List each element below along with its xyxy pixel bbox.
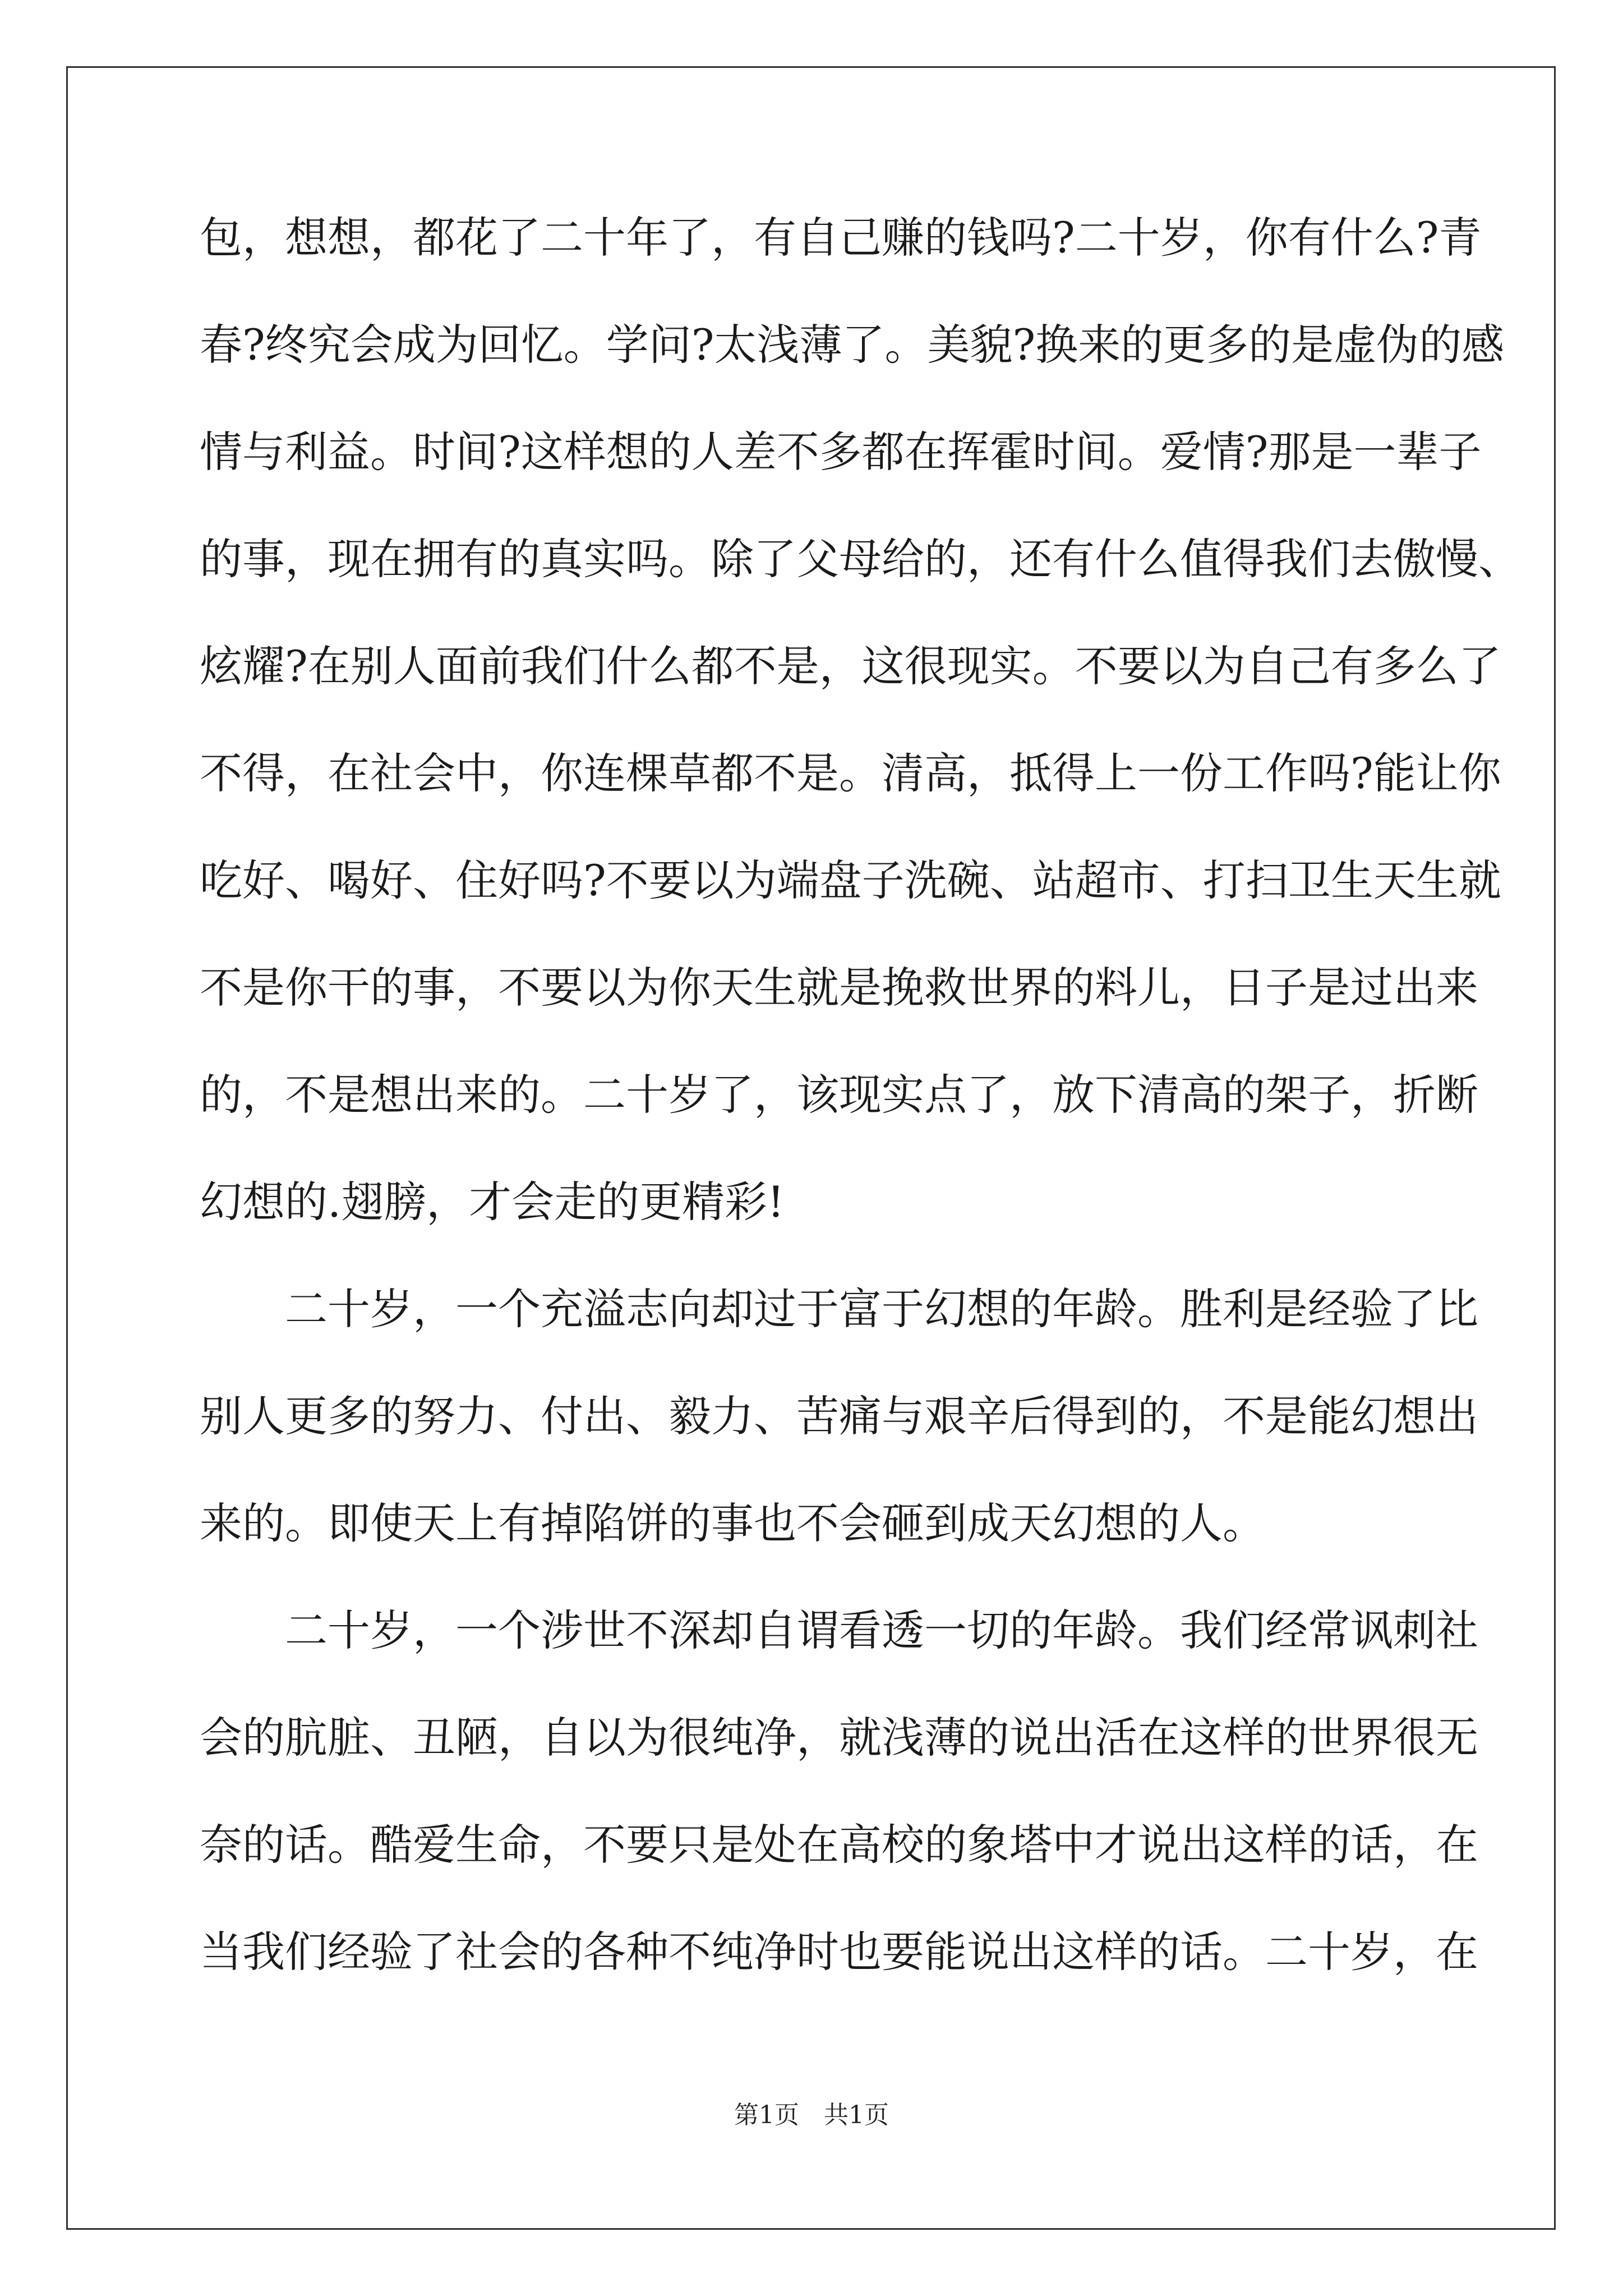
text-line: 的事，现在拥有的真实吗。除了父母给的，还有什么值得我们去傲慢、 xyxy=(200,534,1521,584)
paragraph-first-line: 二十岁，一个充溢志向却过于富于幻想的年龄。胜利是经验了比 xyxy=(285,1284,1478,1334)
text-line: 当我们经验了社会的各种不纯净时也要能说出这样的话。二十岁，在 xyxy=(200,1927,1478,1977)
text-line: 不得，在社会中，你连棵草都不是。清高，抵得上一份工作吗?能让你 xyxy=(200,748,1501,798)
text-line: 炫耀?在别人面前我们什么都不是，这很现实。不要以为自己有多么了 xyxy=(200,641,1501,691)
text-line: 别人更多的努力、付出、毅力、苦痛与艰辛后得到的，不是能幻想出 xyxy=(200,1391,1478,1441)
document-body xyxy=(200,213,1521,2037)
text-line: 会的肮脏、丑陋，自以为很纯净，就浅薄的说出活在这样的世界很无 xyxy=(200,1713,1478,1763)
text-line: 幻想的.翅膀，才会走的更精彩! xyxy=(200,1177,785,1227)
text-line: 奈的话。酷爱生命，不要只是处在高校的象塔中才说出这样的话，在 xyxy=(200,1820,1478,1870)
text-line: 情与利益。时间?这样想的人差不多都在挥霍时间。爱情?那是一辈子 xyxy=(200,427,1482,477)
text-line: 包，想想，都花了二十年了，有自己赚的钱吗?二十岁，你有什么?青 xyxy=(200,213,1482,263)
text-line: 吃好、喝好、住好吗?不要以为端盘子洗碗、站超市、打扫卫生天生就 xyxy=(200,855,1501,905)
text-line: 来的。即使天上有掉陷饼的事也不会砸到成天幻想的人。 xyxy=(200,1498,1265,1548)
text-line: 的，不是想出来的。二十岁了，该现实点了，放下清高的架子，折断 xyxy=(200,1070,1478,1120)
page-number-label: 第1页 共1页 xyxy=(734,2101,889,2129)
paragraph-first-line: 二十岁，一个涉世不深却自谓看透一切的年龄。我们经常讽刺社 xyxy=(285,1605,1478,1655)
text-line: 不是你干的事，不要以为你天生就是挽救世界的料儿，日子是过出来 xyxy=(200,963,1478,1013)
text-line: 春?终究会成为回忆。学问?太浅薄了。美貌?换来的更多的是虚伪的感 xyxy=(200,320,1505,370)
page-footer xyxy=(0,2095,1623,2131)
